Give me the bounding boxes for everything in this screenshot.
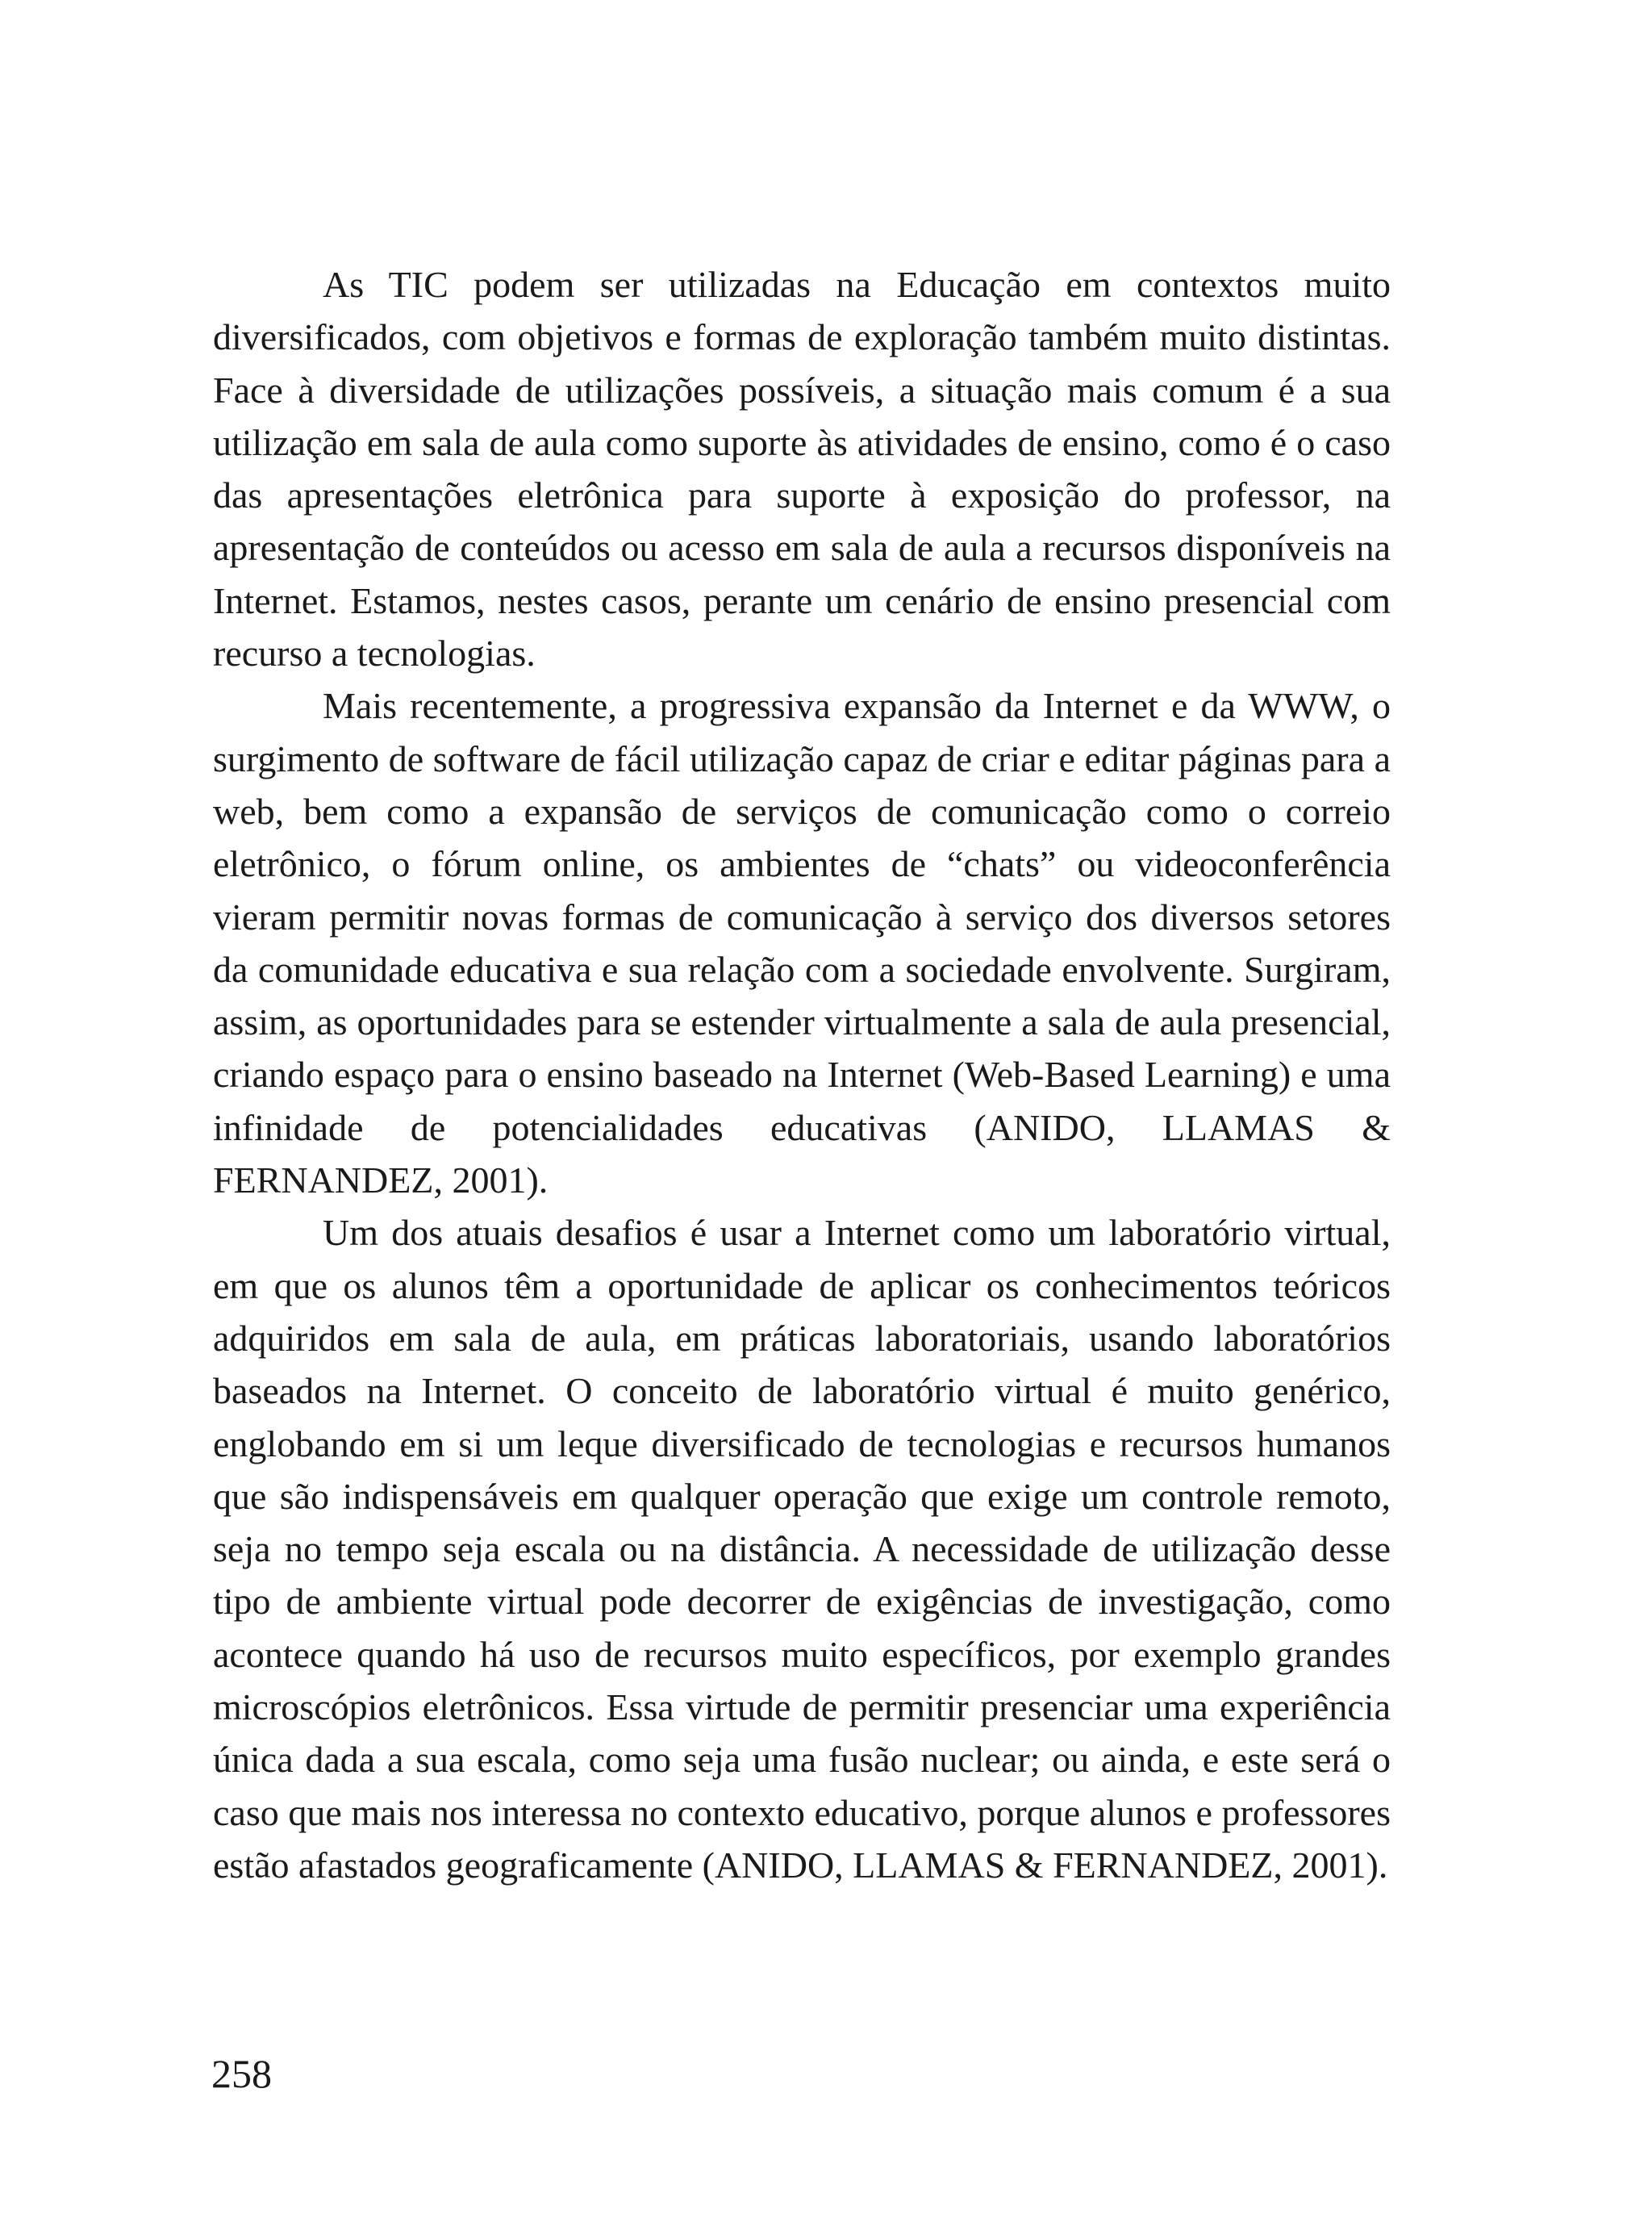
page-number: 258 [211,2051,272,2096]
paragraph-1: As TIC podem ser utilizadas na Educação em contextos muito diversificados, com objetivos e formas de exploração também muito distintas. Face à diversidade de utilizações possíveis, a situação mais comum é a sua utilização em sala de aula como suporte às atividades de ensino, como é o caso das apresentações eletrônica para suporte à exposição do professor, na apresentação de conteúdos ou acesso em sala de aula a recursos disponíveis na Internet. Estamos, nestes casos, perante um cenário de ensino presencial com recurso a tecnologias. [213,264,1391,675]
paragraph-2: Mais recentemente, a progressiva expansão da Internet e da WWW, o surgimento de software de fácil utilização capaz de criar e editar páginas para a web, bem como a expansão de serviços de comunicação como o correio eletrônico, o fórum online, os ambientes de “chats” ou videoconferência vieram permitir novas formas de comunicação à serviço dos diversos setores da comunidade educativa e sua relação com a sociedade envolvente. Surgiram, assim, as oportunidades para se estender virtualmente a sala de aula presencial, criando espaço para o ensino baseado na Internet (Web-Based Learning) e uma infinidade de potencialidades educativas (ANIDO, LLAMAS & FERNANDEZ, 2001). [213,685,1391,1201]
paragraph-3: Um dos atuais desafios é usar a Internet como um laboratório virtual, em que os alunos têm a oportunidade de aplicar os conhecimentos teóricos adquiridos em sala de aula, em práticas laboratoriais, usando laboratórios baseados na Internet. O conceito de laboratório virtual é muito genérico, englobando em si um leque diversificado de tecnologias e recursos humanos que são indispensáveis em qualquer operação que exige um controle remoto, seja no tempo seja escala ou na distância. A necessidade de utilização desse tipo de ambiente virtual pode decorrer de exigências de investigação, como acontece quando há uso de recursos muito específicos, por exemplo grandes microscópios eletrônicos. Essa virtude de permitir presenciar uma experiência única dada a sua escala, como seja uma fusão nuclear; ou ainda, e este será o caso que mais nos interessa no contexto educativo, porque alunos e professores estão afastados geograficamente (ANIDO, LLAMAS & FERNANDEZ, 2001). [213,1212,1391,1886]
body-text [213,258,1391,1891]
